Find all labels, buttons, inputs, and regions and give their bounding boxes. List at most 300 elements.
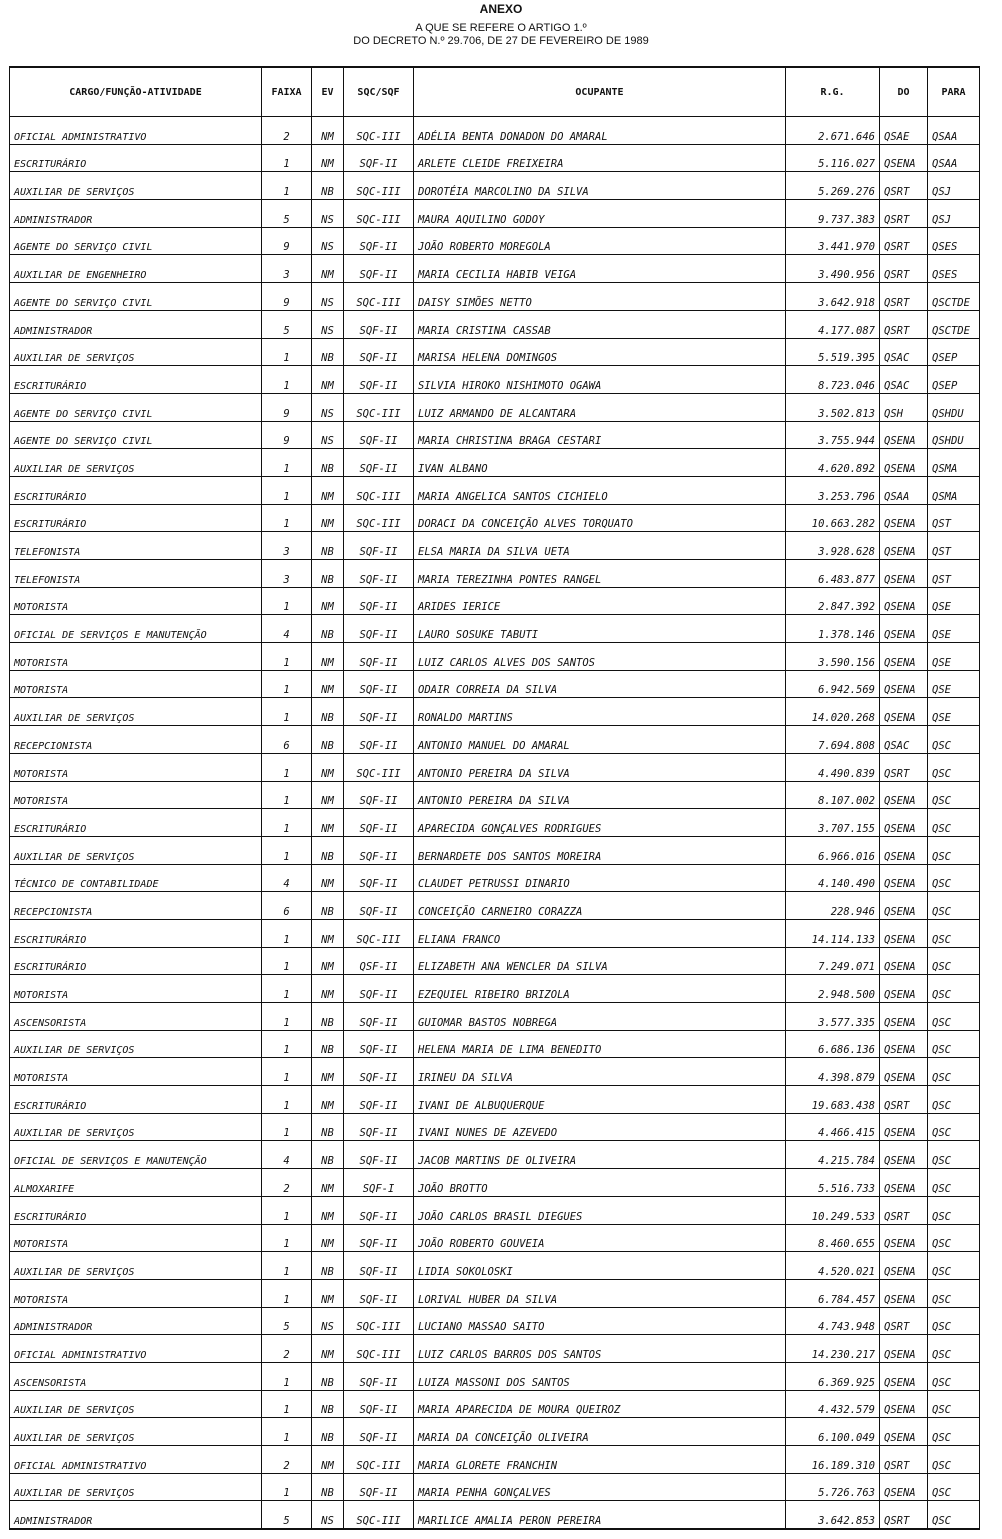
para-cell: QSC: [928, 1196, 980, 1224]
para-cell: QSE: [928, 670, 980, 698]
rg-cell: 19.683.438: [786, 1086, 880, 1114]
do-cell: QSENA: [880, 421, 928, 449]
ev-cell: NB: [312, 698, 344, 726]
faixa-cell: 9: [262, 227, 312, 255]
cargo-cell: AGENTE DO SERVIÇO CIVIL: [10, 393, 262, 421]
rg-cell: 14.020.268: [786, 698, 880, 726]
table-row: [10, 1418, 980, 1446]
sqc-sqf-cell: SQC-III: [344, 200, 414, 228]
faixa-cell: 2: [262, 1446, 312, 1474]
ev-cell: NB: [312, 560, 344, 588]
table-row: [10, 1362, 980, 1390]
do-cell: QSRT: [880, 1196, 928, 1224]
para-cell: QSC: [928, 1141, 980, 1169]
ocupante-cell: JOÃO CARLOS BRASIL DIEGUES: [414, 1196, 786, 1224]
do-cell: QSENA: [880, 1224, 928, 1252]
ev-cell: NM: [312, 587, 344, 615]
rg-cell: 6.100.049: [786, 1418, 880, 1446]
table-row: [10, 1501, 980, 1529]
ocupante-cell: MARIA APARECIDA DE MOURA QUEIROZ: [414, 1390, 786, 1418]
faixa-cell: 6: [262, 726, 312, 754]
ocupante-cell: MARIA CECILIA HABIB VEIGA: [414, 255, 786, 283]
rg-cell: 2.671.646: [786, 117, 880, 145]
rg-cell: 3.590.156: [786, 643, 880, 671]
cargo-cell: OFICIAL DE SERVIÇOS E MANUTENÇÃO: [10, 1141, 262, 1169]
para-cell: QSEP: [928, 366, 980, 394]
table-row: [10, 1196, 980, 1224]
faixa-cell: 1: [262, 670, 312, 698]
ev-cell: NM: [312, 255, 344, 283]
ocupante-cell: CLAUDET PETRUSSI DINARIO: [414, 864, 786, 892]
rg-cell: 9.737.383: [786, 200, 880, 228]
do-cell: QSENA: [880, 1279, 928, 1307]
sqc-sqf-cell: SQF-II: [344, 726, 414, 754]
para-cell: QSC: [928, 1169, 980, 1197]
table-row: [10, 255, 980, 283]
faixa-cell: 1: [262, 1390, 312, 1418]
cargo-cell: AGENTE DO SERVIÇO CIVIL: [10, 421, 262, 449]
sqc-sqf-cell: SQF-II: [344, 255, 414, 283]
ev-cell: NS: [312, 1307, 344, 1335]
para-cell: QSES: [928, 227, 980, 255]
table-row: [10, 947, 980, 975]
faixa-cell: 1: [262, 809, 312, 837]
faixa-cell: 6: [262, 892, 312, 920]
rg-cell: 3.441.970: [786, 227, 880, 255]
rg-cell: 228.946: [786, 892, 880, 920]
ev-cell: NS: [312, 393, 344, 421]
faixa-cell: 1: [262, 1086, 312, 1114]
sqc-sqf-cell: SQC-III: [344, 1501, 414, 1529]
rg-cell: 2.948.500: [786, 975, 880, 1003]
cargo-cell: OFICIAL ADMINISTRATIVO: [10, 1335, 262, 1363]
ev-cell: NM: [312, 504, 344, 532]
do-cell: QSRT: [880, 1307, 928, 1335]
table-row: [10, 1141, 980, 1169]
do-cell: QSENA: [880, 1473, 928, 1501]
cargo-cell: RECEPCIONISTA: [10, 726, 262, 754]
table-row: [10, 1169, 980, 1197]
do-cell: QSRT: [880, 1501, 928, 1529]
rg-cell: 14.114.133: [786, 919, 880, 947]
para-cell: QSC: [928, 809, 980, 837]
col-header-sqc-sqf: SQC/SQF: [344, 67, 414, 117]
faixa-cell: 1: [262, 1279, 312, 1307]
table-row: [10, 1003, 980, 1031]
do-cell: QSAA: [880, 476, 928, 504]
faixa-cell: 1: [262, 504, 312, 532]
para-cell: QSAA: [928, 117, 980, 145]
para-cell: QSCTDE: [928, 283, 980, 311]
cargo-cell: AGENTE DO SERVIÇO CIVIL: [10, 227, 262, 255]
do-cell: QSENA: [880, 781, 928, 809]
faixa-cell: 1: [262, 144, 312, 172]
faixa-cell: 1: [262, 449, 312, 477]
ocupante-cell: HELENA MARIA DE LIMA BENEDITO: [414, 1030, 786, 1058]
sqc-sqf-cell: SQC-III: [344, 393, 414, 421]
cargo-cell: MOTORISTA: [10, 1058, 262, 1086]
para-cell: QSE: [928, 643, 980, 671]
table-row: [10, 476, 980, 504]
para-cell: QSC: [928, 1279, 980, 1307]
do-cell: QSENA: [880, 1058, 928, 1086]
para-cell: QST: [928, 560, 980, 588]
ev-cell: NB: [312, 1030, 344, 1058]
rg-cell: 6.483.877: [786, 560, 880, 588]
para-cell: QSC: [928, 975, 980, 1003]
sqc-sqf-cell: SQF-II: [344, 781, 414, 809]
ocupante-cell: JOÃO ROBERTO GOUVEIA: [414, 1224, 786, 1252]
ev-cell: NM: [312, 670, 344, 698]
cargo-cell: ASCENSORISTA: [10, 1003, 262, 1031]
do-cell: QSRT: [880, 753, 928, 781]
col-header-faixa: FAIXA: [262, 67, 312, 117]
ocupante-cell: MARIA CRISTINA CASSAB: [414, 310, 786, 338]
cargo-cell: AUXILIAR DE SERVIÇOS: [10, 449, 262, 477]
col-header-para: PARA: [928, 67, 980, 117]
do-cell: QSENA: [880, 919, 928, 947]
faixa-cell: 1: [262, 947, 312, 975]
rg-cell: 6.686.136: [786, 1030, 880, 1058]
sqc-sqf-cell: SQF-II: [344, 836, 414, 864]
rg-cell: 4.490.839: [786, 753, 880, 781]
do-cell: QSENA: [880, 809, 928, 837]
sqc-sqf-cell: SQC-III: [344, 919, 414, 947]
ev-cell: NM: [312, 1058, 344, 1086]
col-header-do: DO: [880, 67, 928, 117]
cargo-cell: ESCRITURÁRIO: [10, 1196, 262, 1224]
ev-cell: NB: [312, 338, 344, 366]
do-cell: QSRT: [880, 172, 928, 200]
do-cell: QSENA: [880, 1390, 928, 1418]
do-cell: QSENA: [880, 615, 928, 643]
do-cell: QSAC: [880, 366, 928, 394]
faixa-cell: 1: [262, 1224, 312, 1252]
ocupante-cell: MARIA DA CONCEIÇÃO OLIVEIRA: [414, 1418, 786, 1446]
do-cell: QSRT: [880, 255, 928, 283]
sqc-sqf-cell: SQF-II: [344, 366, 414, 394]
cargo-cell: MOTORISTA: [10, 670, 262, 698]
faixa-cell: 1: [262, 1030, 312, 1058]
para-cell: QSE: [928, 615, 980, 643]
cargo-cell: TÉCNICO DE CONTABILIDADE: [10, 864, 262, 892]
faixa-cell: 1: [262, 643, 312, 671]
para-cell: QSC: [928, 864, 980, 892]
ocupante-cell: MARIA TEREZINHA PONTES RANGEL: [414, 560, 786, 588]
faixa-cell: 1: [262, 587, 312, 615]
para-cell: QSC: [928, 1003, 980, 1031]
para-cell: QSC: [928, 1501, 980, 1529]
rg-cell: 2.847.392: [786, 587, 880, 615]
ocupante-cell: ARLETE CLEIDE FREIXEIRA: [414, 144, 786, 172]
do-cell: QSENA: [880, 643, 928, 671]
cargo-cell: AUXILIAR DE SERVIÇOS: [10, 698, 262, 726]
table-row: [10, 698, 980, 726]
ocupante-cell: MARIA ANGELICA SANTOS CICHIELO: [414, 476, 786, 504]
table-row: [10, 117, 980, 145]
do-cell: QSENA: [880, 670, 928, 698]
sqc-sqf-cell: SQF-II: [344, 975, 414, 1003]
ocupante-cell: LAURO SOSUKE TABUTI: [414, 615, 786, 643]
cargo-cell: AGENTE DO SERVIÇO CIVIL: [10, 283, 262, 311]
para-cell: QSC: [928, 1086, 980, 1114]
ocupante-cell: MAURA AQUILINO GODOY: [414, 200, 786, 228]
para-cell: QSMA: [928, 476, 980, 504]
cargo-cell: ESCRITURÁRIO: [10, 504, 262, 532]
faixa-cell: 9: [262, 393, 312, 421]
ev-cell: NB: [312, 449, 344, 477]
do-cell: QSRT: [880, 1086, 928, 1114]
cargo-cell: ADMINISTRADOR: [10, 310, 262, 338]
faixa-cell: 3: [262, 255, 312, 283]
cargo-cell: OFICIAL DE SERVIÇOS E MANUTENÇÃO: [10, 615, 262, 643]
faixa-cell: 1: [262, 1113, 312, 1141]
ocupante-cell: ADÉLIA BENTA DONADON DO AMARAL: [414, 117, 786, 145]
sqc-sqf-cell: SQF-II: [344, 1141, 414, 1169]
para-cell: QSCTDE: [928, 310, 980, 338]
ocupante-cell: LUIZ ARMANDO DE ALCANTARA: [414, 393, 786, 421]
sqc-sqf-cell: SQF-II: [344, 698, 414, 726]
rg-cell: 8.723.046: [786, 366, 880, 394]
table-row: [10, 1473, 980, 1501]
sqc-sqf-cell: SQF-II: [344, 449, 414, 477]
ocupante-cell: SILVIA HIROKO NISHIMOTO OGAWA: [414, 366, 786, 394]
sqc-sqf-cell: SQC-III: [344, 476, 414, 504]
table-row: [10, 560, 980, 588]
rg-cell: 3.707.155: [786, 809, 880, 837]
do-cell: QSENA: [880, 698, 928, 726]
rg-cell: 4.140.490: [786, 864, 880, 892]
rg-cell: 1.378.146: [786, 615, 880, 643]
do-cell: QSENA: [880, 1418, 928, 1446]
para-cell: QSC: [928, 1030, 980, 1058]
para-cell: QSEP: [928, 338, 980, 366]
faixa-cell: 1: [262, 1196, 312, 1224]
cargo-cell: AUXILIAR DE ENGENHEIRO: [10, 255, 262, 283]
rg-cell: 7.249.071: [786, 947, 880, 975]
sqc-sqf-cell: SQC-III: [344, 504, 414, 532]
do-cell: QSENA: [880, 1030, 928, 1058]
ocupante-cell: ANTONIO MANUEL DO AMARAL: [414, 726, 786, 754]
table-row: [10, 1086, 980, 1114]
do-cell: QSRT: [880, 283, 928, 311]
ev-cell: NM: [312, 643, 344, 671]
ev-cell: NS: [312, 227, 344, 255]
para-cell: QSC: [928, 1058, 980, 1086]
ocupante-cell: JACOB MARTINS DE OLIVEIRA: [414, 1141, 786, 1169]
ocupante-cell: JOÃO ROBERTO MOREGOLA: [414, 227, 786, 255]
sqc-sqf-cell: SQF-II: [344, 310, 414, 338]
ev-cell: NS: [312, 310, 344, 338]
rg-cell: 5.116.027: [786, 144, 880, 172]
sqc-sqf-cell: SQF-II: [344, 670, 414, 698]
ev-cell: NM: [312, 1446, 344, 1474]
ev-cell: NM: [312, 1169, 344, 1197]
do-cell: QSRT: [880, 310, 928, 338]
sqc-sqf-cell: SQF-II: [344, 615, 414, 643]
faixa-cell: 2: [262, 1169, 312, 1197]
cargo-cell: AUXILIAR DE SERVIÇOS: [10, 1473, 262, 1501]
rg-cell: 4.743.948: [786, 1307, 880, 1335]
ocupante-cell: DORACI DA CONCEIÇÃO ALVES TORQUATO: [414, 504, 786, 532]
cargo-cell: MOTORISTA: [10, 781, 262, 809]
cargo-cell: ESCRITURÁRIO: [10, 366, 262, 394]
ocupante-cell: MARILICE AMALIA PERON PEREIRA: [414, 1501, 786, 1529]
sqc-sqf-cell: SQF-II: [344, 643, 414, 671]
col-header-ev: EV: [312, 67, 344, 117]
rg-cell: 16.189.310: [786, 1446, 880, 1474]
para-cell: QSC: [928, 753, 980, 781]
ocupante-cell: IVANI DE ALBUQUERQUE: [414, 1086, 786, 1114]
sqc-sqf-cell: SQF-II: [344, 1030, 414, 1058]
table-body: [10, 117, 980, 1530]
sqc-sqf-cell: SQF-II: [344, 1196, 414, 1224]
faixa-cell: 4: [262, 864, 312, 892]
ocupante-cell: LIDIA SOKOLOSKI: [414, 1252, 786, 1280]
rg-cell: 4.215.784: [786, 1141, 880, 1169]
sqc-sqf-cell: SQC-III: [344, 1335, 414, 1363]
cargo-cell: MOTORISTA: [10, 975, 262, 1003]
cargo-cell: OFICIAL ADMINISTRATIVO: [10, 1446, 262, 1474]
rg-cell: 4.520.021: [786, 1252, 880, 1280]
ev-cell: NB: [312, 1113, 344, 1141]
faixa-cell: 1: [262, 698, 312, 726]
rg-cell: 5.516.733: [786, 1169, 880, 1197]
do-cell: QSENA: [880, 504, 928, 532]
faixa-cell: 5: [262, 310, 312, 338]
do-cell: QSH: [880, 393, 928, 421]
sqc-sqf-cell: SQF-II: [344, 1058, 414, 1086]
sqc-sqf-cell: SQF-II: [344, 1418, 414, 1446]
cargo-cell: ESCRITURÁRIO: [10, 476, 262, 504]
ocupante-cell: LUIZ CARLOS BARROS DOS SANTOS: [414, 1335, 786, 1363]
rg-cell: 10.663.282: [786, 504, 880, 532]
table-header-row: [10, 67, 980, 117]
cargo-cell: ESCRITURÁRIO: [10, 144, 262, 172]
sqc-sqf-cell: SQF-II: [344, 421, 414, 449]
cargo-cell: AUXILIAR DE SERVIÇOS: [10, 1030, 262, 1058]
do-cell: QSENA: [880, 587, 928, 615]
sqc-sqf-cell: SQF-II: [344, 864, 414, 892]
cargo-cell: ESCRITURÁRIO: [10, 947, 262, 975]
ocupante-cell: RONALDO MARTINS: [414, 698, 786, 726]
sqc-sqf-cell: SQF-II: [344, 809, 414, 837]
faixa-cell: 1: [262, 975, 312, 1003]
ev-cell: NM: [312, 476, 344, 504]
rg-cell: 3.253.796: [786, 476, 880, 504]
cargo-cell: ALMOXARIFE: [10, 1169, 262, 1197]
table-row: [10, 1279, 980, 1307]
faixa-cell: 1: [262, 1058, 312, 1086]
ocupante-cell: ELIANA FRANCO: [414, 919, 786, 947]
para-cell: QSC: [928, 1418, 980, 1446]
para-cell: QSE: [928, 698, 980, 726]
faixa-cell: 2: [262, 1335, 312, 1363]
table-row: [10, 449, 980, 477]
faixa-cell: 3: [262, 560, 312, 588]
table-row: [10, 1224, 980, 1252]
faixa-cell: 1: [262, 1362, 312, 1390]
para-cell: QSC: [928, 1224, 980, 1252]
table-row: [10, 504, 980, 532]
table-row: [10, 172, 980, 200]
faixa-cell: 5: [262, 1501, 312, 1529]
sqc-sqf-cell: SQF-II: [344, 1003, 414, 1031]
document-subtitle-line2: DO DECRETO N.º 29.706, DE 27 DE FEVEREIRO DE 1989: [353, 35, 649, 47]
cargo-cell: AUXILIAR DE SERVIÇOS: [10, 1418, 262, 1446]
sqc-sqf-cell: QSF-II: [344, 947, 414, 975]
para-cell: QST: [928, 504, 980, 532]
rg-cell: 3.577.335: [786, 1003, 880, 1031]
rg-cell: 4.432.579: [786, 1390, 880, 1418]
do-cell: QSENA: [880, 864, 928, 892]
para-cell: QSJ: [928, 200, 980, 228]
do-cell: QSRT: [880, 1446, 928, 1474]
do-cell: QSENA: [880, 975, 928, 1003]
sqc-sqf-cell: SQF-II: [344, 1086, 414, 1114]
ev-cell: NS: [312, 200, 344, 228]
faixa-cell: 1: [262, 1473, 312, 1501]
sqc-sqf-cell: SQC-III: [344, 283, 414, 311]
para-cell: QSC: [928, 1446, 980, 1474]
cargo-cell: MOTORISTA: [10, 643, 262, 671]
faixa-cell: 9: [262, 421, 312, 449]
ev-cell: NB: [312, 1418, 344, 1446]
do-cell: QSAC: [880, 726, 928, 754]
ev-cell: NS: [312, 1501, 344, 1529]
ocupante-cell: MARISA HELENA DOMINGOS: [414, 338, 786, 366]
sqc-sqf-cell: SQF-II: [344, 587, 414, 615]
do-cell: QSENA: [880, 1141, 928, 1169]
ev-cell: NS: [312, 421, 344, 449]
table-row: [10, 227, 980, 255]
para-cell: QSC: [928, 1390, 980, 1418]
rg-cell: 6.369.925: [786, 1362, 880, 1390]
table-row: [10, 1252, 980, 1280]
sqc-sqf-cell: SQC-III: [344, 1446, 414, 1474]
rg-cell: 10.249.533: [786, 1196, 880, 1224]
ocupante-cell: ELSA MARIA DA SILVA UETA: [414, 532, 786, 560]
cargo-cell: ESCRITURÁRIO: [10, 1086, 262, 1114]
table-row: [10, 421, 980, 449]
sqc-sqf-cell: SQF-II: [344, 1390, 414, 1418]
sqc-sqf-cell: SQF-II: [344, 1362, 414, 1390]
ev-cell: NB: [312, 836, 344, 864]
table-row: [10, 919, 980, 947]
cargo-cell: MOTORISTA: [10, 587, 262, 615]
para-cell: QSHDU: [928, 393, 980, 421]
ev-cell: NS: [312, 283, 344, 311]
cargo-cell: ESCRITURÁRIO: [10, 809, 262, 837]
faixa-cell: 4: [262, 615, 312, 643]
do-cell: QSENA: [880, 892, 928, 920]
ocupante-cell: APARECIDA GONÇALVES RODRIGUES: [414, 809, 786, 837]
ev-cell: NB: [312, 615, 344, 643]
para-cell: QSJ: [928, 172, 980, 200]
ev-cell: NM: [312, 947, 344, 975]
para-cell: QSAA: [928, 144, 980, 172]
ev-cell: NM: [312, 1086, 344, 1114]
ev-cell: NM: [312, 366, 344, 394]
ev-cell: NM: [312, 144, 344, 172]
rg-cell: 4.177.087: [786, 310, 880, 338]
do-cell: QSENA: [880, 1252, 928, 1280]
table-row: [10, 864, 980, 892]
col-header-cargo: CARGO/FUNÇÃO-ATIVIDADE: [10, 67, 262, 117]
para-cell: QSC: [928, 1252, 980, 1280]
ev-cell: NM: [312, 1196, 344, 1224]
do-cell: QSENA: [880, 947, 928, 975]
